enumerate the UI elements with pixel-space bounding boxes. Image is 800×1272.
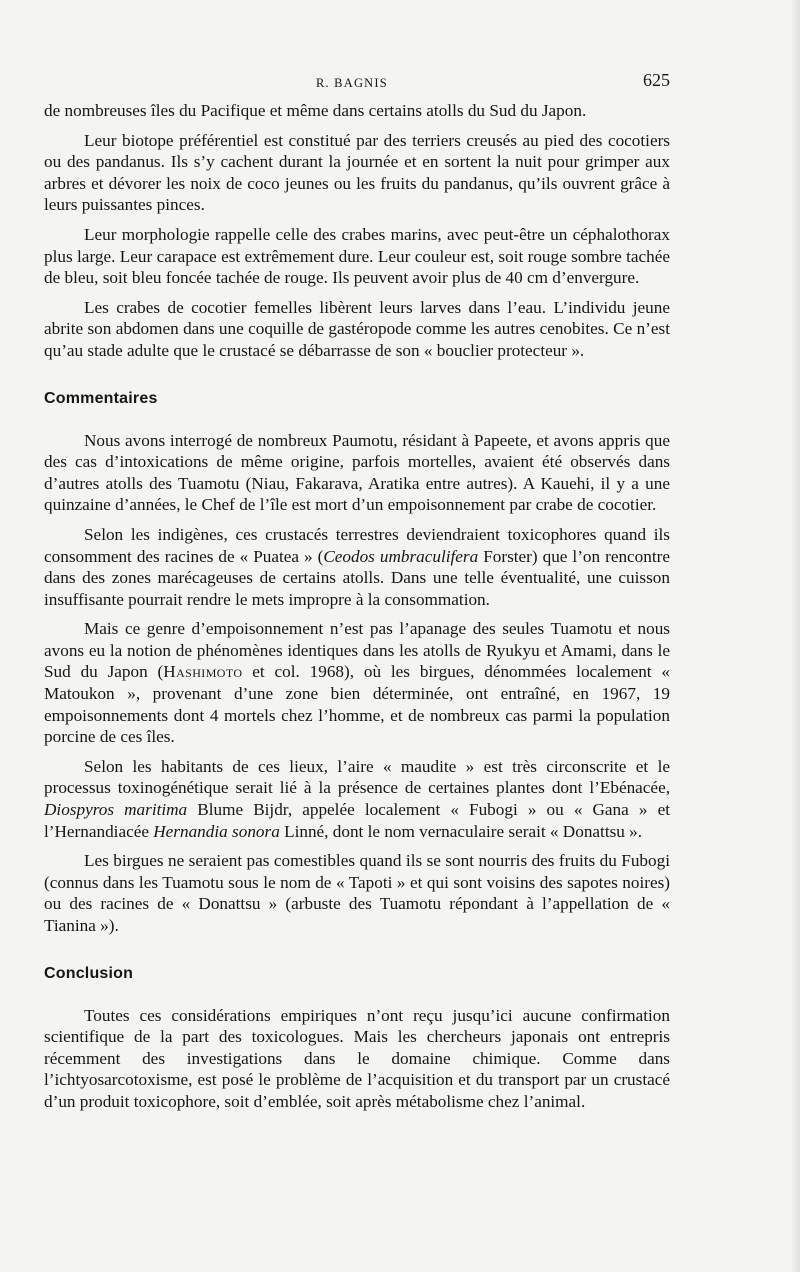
section-heading-conclusion: Conclusion <box>44 964 134 982</box>
section-heading-commentaires: Commentaires <box>44 389 158 407</box>
text-run: Forster) que l’on rencontre dans des zones marécageuses de certains atolls. Dans une telle éventualité, une cuisson insuffisante pourrait rendre le mets impropre à la consommation. <box>44 546 670 609</box>
intro-paragraph-1: de nombreuses îles du Pacifique et même dans certains atolls du Sud du Japon. <box>44 101 587 120</box>
journal-page <box>44 70 670 1121</box>
page-edge-shadow <box>790 0 800 1272</box>
commentaires-paragraph-3 <box>44 618 670 748</box>
running-head: R. BAGNIS <box>316 76 388 90</box>
text-run: Selon les indigènes, ces crustacés terrestres deviendraient toxicophores quand ils consomment des racines de « Puatea » ( <box>44 524 670 566</box>
text-run: Mais ce genre d’empoisonnement n’est pas l’apanage des seules Tuamotu et nous avons eu la notion de phénomènes identiques dans les atolls de Ryukyu et Amami, dans le Sud du Japon ( <box>44 619 670 682</box>
intro-paragraph-4: Les crabes de cocotier femelles libèrent leurs larves dans l’eau. L’individu jeune abrite son abdomen dans une coquille de gastéropode comme les autres cenobites. Ce n’est qu’au stade adulte que le crustacé se débarrasse de son « bouclier protecteur ». <box>44 297 670 360</box>
intro-paragraph-2: Leur biotope préférentiel est constitué par des terriers creusés au pied des cocotiers ou des pandanus. Ils s’y cachent durant la journée et en sortent la nuit pour grimper aux arbres et dévorer les noix de coco jeunes ou les fruits du pandanus, qu’ils ouvrent grâce à leurs puissantes pinces. <box>44 130 670 215</box>
text-run: Selon les habitants de ces lieux, l’aire « maudite » est très circonscrite et le processus toxinogénétique serait lié à la présence de certaines plantes dont l’Ebénacée, <box>44 756 670 798</box>
species-name: Hernandia sonora <box>153 821 280 841</box>
commentaires-paragraph-4 <box>44 756 670 842</box>
page-number: 625 <box>643 70 670 90</box>
text-run: et col. 1968), où les birgues, dénommées localement « Matoukon », provenant d’une zone bien déterminée, ont entraîné, en 1967, 19 empoisonnements dont 4 mortels chez l’homme, et de nombreux cas parmi la population porcine de ces îles. <box>44 662 670 747</box>
conclusion-paragraph-1: Toutes ces considérations empiriques n’ont reçu jusqu’ici aucune confirmation scientifique de la part des toxicologues. Mais les chercheurs japonais ont entrepris récemment des investigations dans le domaine chimique. Comme dans l’ichtyosarcotoxisme, est posé le problème de l’acquisition et du transport par un crustacé d’un produit toxicophore, soit d’emblée, soit après métabolisme chez l’animal. <box>44 1005 670 1111</box>
species-name: Ceodos umbraculifera <box>323 546 479 566</box>
commentaires-paragraph-2 <box>44 524 670 610</box>
commentaires-paragraph-1: Nous avons interrogé de nombreux Paumotu, résidant à Papeete, et avons appris que des cas d’intoxications de même origine, parfois mortelles, avaient été observés dans d’autres atolls des Tuamotu (Niau, Fakarava, Aratika entre autres). A Kauehi, il y a une quinzaine d’années, le Chef de l’île est mort d’un empoisonnement par crabe de cocotier. <box>44 430 670 515</box>
text-run: Blume Bijdr, appelée localement « Fubogi » ou « Gana » et l’Hernandiacée <box>44 800 670 841</box>
species-name: Diospyros maritima <box>44 800 188 820</box>
page-header <box>44 70 670 100</box>
commentaires-paragraph-5: Les birgues ne seraient pas comestibles quand ils se sont nourris des fruits du Fubogi (connus dans les Tuamotu sous le nom de « Tapoti » et qui sont voisins des sapotes noires) ou des racines de « Donattsu » (arbuste des Tuamotu répondant à l’appellation de « Tianina »). <box>44 851 670 935</box>
intro-paragraph-3: Leur morphologie rappelle celle des crabes marins, avec peut-être un céphalothorax plus large. Leur carapace est extrêmement dure. Leur couleur est, soit rouge sombre tachée de bleu, soit bleu foncée tachée de rouge. Ils peuvent avoir plus de 40 cm d’envergure. <box>44 224 670 288</box>
author-citation: Hashimoto <box>163 662 243 682</box>
text-run: Linné, dont le nom vernaculaire serait « Donattsu ». <box>279 821 643 841</box>
